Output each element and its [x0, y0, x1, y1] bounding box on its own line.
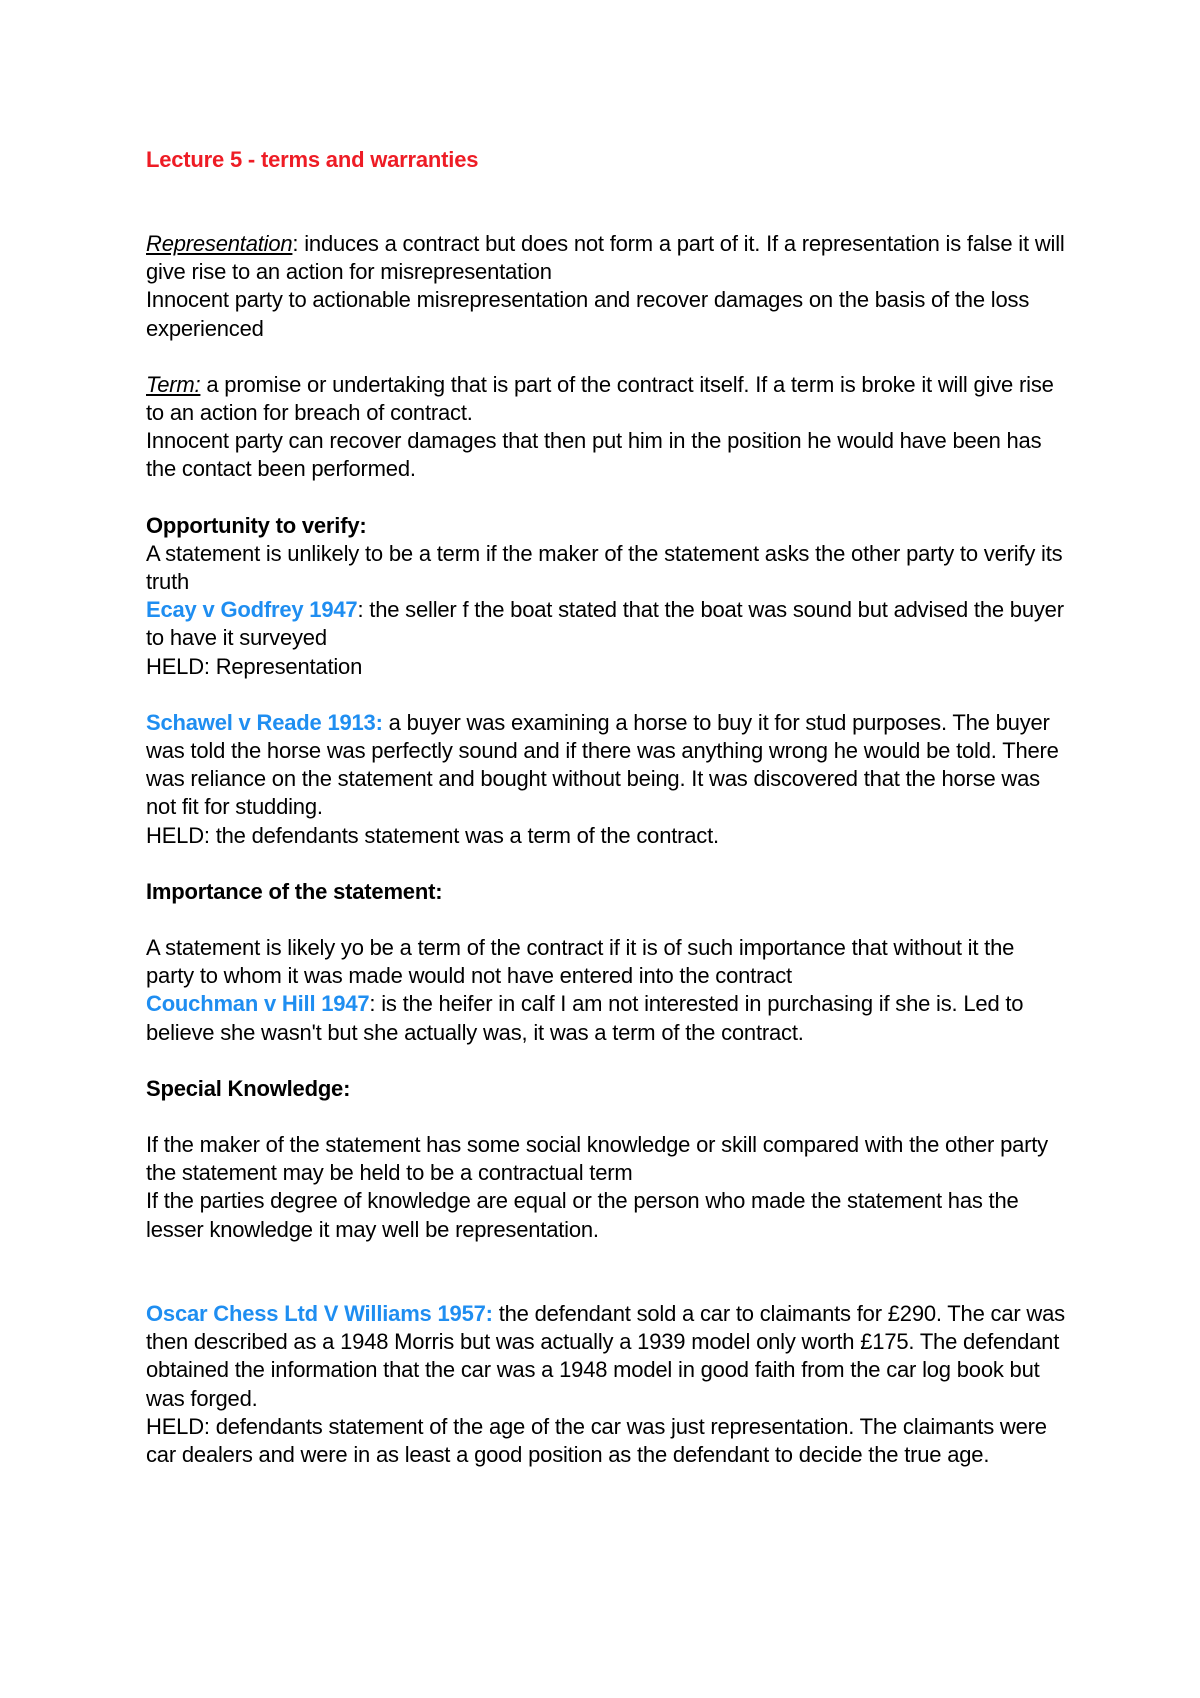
couchman-case-paragraph: [146, 990, 1066, 1046]
schawel-held: HELD: the defendants statement was a term of the contract.: [146, 822, 719, 848]
term-label: Term:: [146, 371, 201, 397]
couchman-case-text: : is the heifer in calf I am not interested in purchasing if she is. Led to believe she wasn't but she actually was, it was a term of the contract.: [146, 991, 1024, 1045]
schawel-case-text: a buyer was examining a horse to buy it for stud purposes. The buyer was told the horse was perfectly sound and if there was anything wrong he would be told. There was reliance on the statement and bought without being. It was discovered that the horse was not fit for studding.: [146, 709, 1059, 820]
representation-damages-text: Innocent party to actionable misrepresentation and recover damages on the basis of the loss experienced: [146, 287, 1030, 341]
importance-text: A statement is likely yo be a term of the contract if it is of such importance that without it the party to whom it was made would not have entered into the contract: [146, 935, 1015, 989]
importance-heading: Importance of the statement:: [146, 878, 443, 904]
knowledge-heading: Special Knowledge:: [146, 1075, 351, 1101]
term-text: a promise or undertaking that is part of the contract itself. If a term is broke it will give rise to an action for breach of contract.: [146, 371, 1054, 426]
knowledge-text-1: If the maker of the statement has some social knowledge or skill compared with the other party the statement may be held to be a contractual term: [146, 1132, 1048, 1186]
schawel-case-paragraph: [146, 709, 1066, 822]
term-paragraph: [146, 371, 1066, 427]
page-title: Lecture 5 - terms and warranties: [146, 147, 479, 172]
ecay-case-paragraph: [146, 596, 1066, 652]
ecay-case-name: Ecay v Godfrey 1947: [146, 597, 358, 623]
representation-text: : induces a contract but does not form a part of it. If a representation is false it will give rise to an action for misrepresentation: [146, 231, 1065, 285]
schawel-case-name: Schawel v Reade 1913:: [146, 709, 383, 735]
representation-paragraph: [146, 230, 1066, 286]
knowledge-text-2: If the parties degree of knowledge are equal or the person who made the statement has the lesser knowledge it may well be representation.: [146, 1188, 1019, 1242]
oscar-held: HELD: defendants statement of the age of the car was just representation. The claimants were car dealers and were in as least a good position as the defendant to decide the true age.: [146, 1413, 1047, 1467]
couchman-case-name: Couchman v Hill 1947: [146, 991, 370, 1017]
oscar-case-text: the defendant sold a car to claimants for £290. The car was then described as a 1948 Morris but was actually a 1939 model only worth £175. The defendant obtained the information that the car was a 1948 model in good faith from the car log book but was forged.: [146, 1300, 1065, 1411]
ecay-case-text: : the seller f the boat stated that the boat was sound but advised the buyer to have it surveyed: [146, 597, 1064, 651]
verify-text: A statement is unlikely to be a term if the maker of the statement asks the other party to verify its truth: [146, 540, 1063, 595]
document-page: [146, 146, 1066, 1469]
ecay-held: HELD: Representation: [146, 653, 363, 679]
oscar-case-paragraph: [146, 1300, 1066, 1413]
term-damages-text: Innocent party can recover damages that then put him in the position he would have been has the contact been performed.: [146, 428, 1042, 482]
verify-heading: Opportunity to verify:: [146, 512, 367, 538]
representation-label: Representation: [146, 231, 293, 256]
oscar-case-name: Oscar Chess Ltd V Williams 1957:: [146, 1300, 493, 1326]
